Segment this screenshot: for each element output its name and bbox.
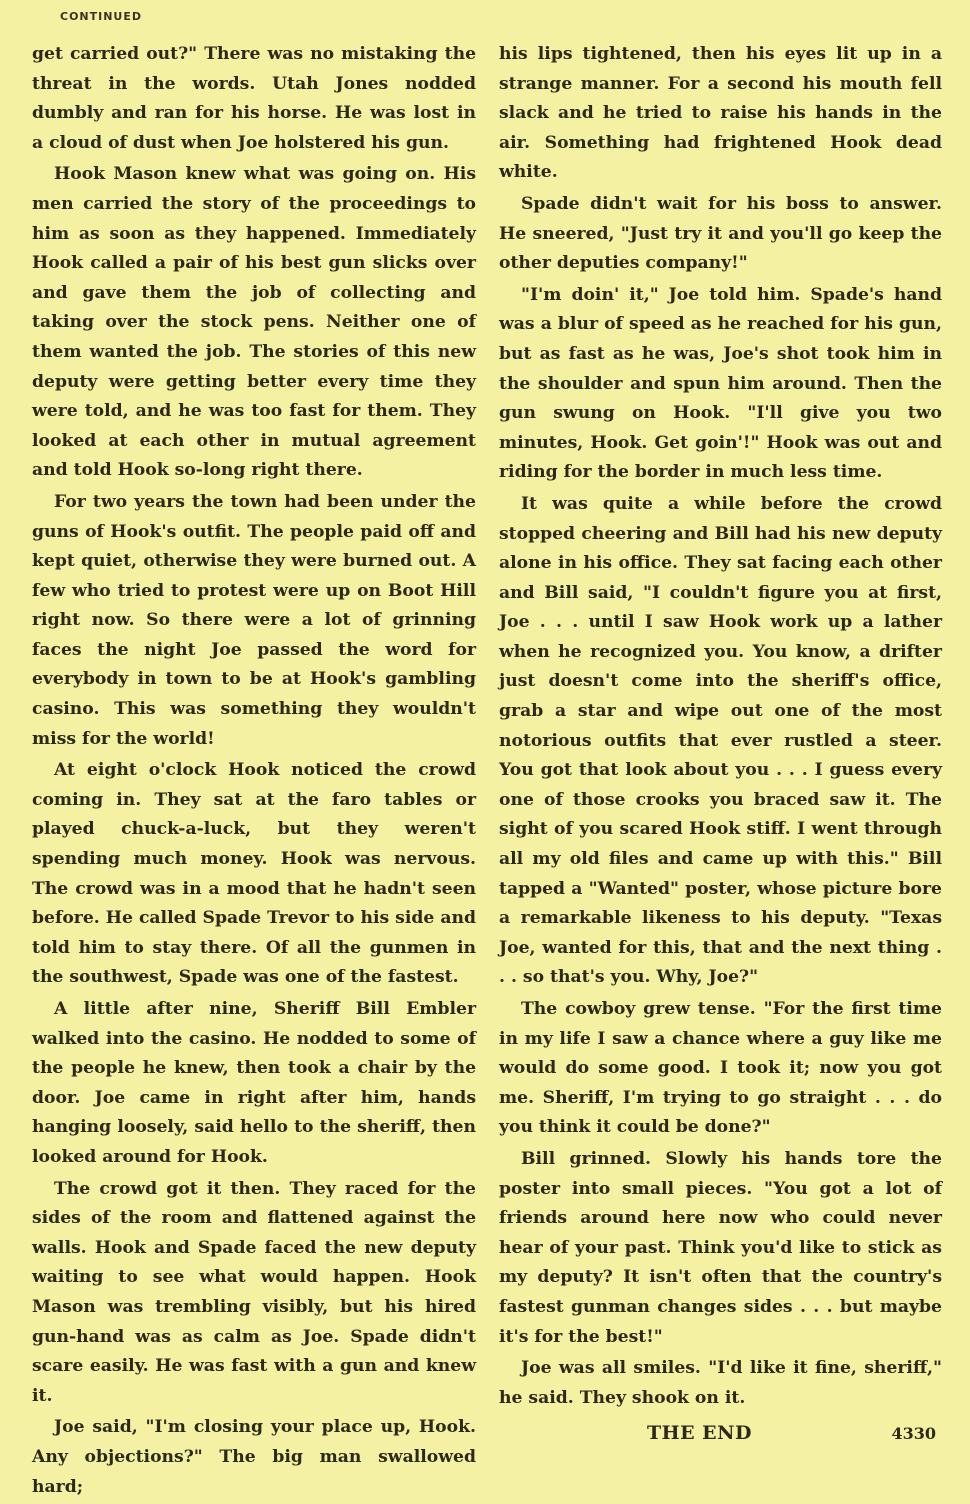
paragraph: For two years the town had been under the guns of Hook's outfit. The people paid off and kept quiet, otherwise they were burned out. A few who tried to protest were up on Boot Hill right now. So there were a lot of grinning faces the night Joe passed the word for everybody in town to be at Hook's gambling casino. This was something they wouldn't miss for the world! bbox=[32, 491, 476, 749]
paragraph: Joe said, "I'm closing your place up, Hook. Any objections?" The big man swallowed hard; bbox=[32, 1417, 476, 1497]
paragraph: At eight o'clock Hook noticed the crowd coming in. They sat at the faro tables or played chuck-a-luck, but they weren't spending much money. Hook was nervous. The crowd was in a mood that he hadn't seen before. He called Spade Trevor to his side and told him to stay there. Of all the gunmen in the southwest, Spade was one of the fastest. bbox=[32, 760, 476, 988]
paragraph: get carried out?" There was no mistaking the threat in the words. Utah Jones nodded dumbly and ran for his horse. He was lost in a cloud of dust when Joe holstered his gun. bbox=[32, 44, 476, 153]
paragraph: Spade didn't wait for his boss to answer. He sneered, "Just try it and you'll go keep the other deputies company!" bbox=[499, 193, 942, 274]
paragraph: It was quite a while before the crowd stopped cheering and Bill had his new deputy alone in his office. They sat facing each other and Bill said, "I couldn't figure you at first, Joe . . . until I saw Hook work up a lather when he recognized you. You know, a drifter just doesn't come into the sheriff's office, grab a star and wipe out one of the most notorious outfits that ever rustled a steer. You got that look about you . . . I guess every one of those crooks you braced saw it. The sight of you scared Hook stiff. I went through all my old files and came up with this." Bill tapped a "Wanted" poster, whose picture bore a remarkable likeness to his deputy. "Texas Joe, wanted for this, that and the next thing . . . so that's you. Why, Joe?" bbox=[499, 493, 942, 988]
left-column bbox=[32, 40, 476, 1504]
continued-label: CONTINUED bbox=[60, 10, 143, 23]
paragraph: The cowboy grew tense. "For the first time in my life I saw a chance where a guy like me would do some good. I took it; now you got me. Sheriff, I'm trying to go straight . . . do you think it could be done?" bbox=[499, 999, 942, 1138]
paragraph: "I'm doin' it," Joe told him. Spade's hand was a blur of speed as he reached for his gun, but as fast as he was, Joe's shot took him in the shoulder and spun him around. Then the gun swung on Hook. "I'll give you two minutes, Hook. Get goin'!" Hook was out and riding for the border in much less time. bbox=[499, 284, 942, 483]
paragraph: The crowd got it then. They raced for the sides of the room and flattened against the walls. Hook and Spade faced the new deputy waiting to see what would happen. Hook Mason was trembling visibly, but his hired gun-hand was as calm as Joe. Spade didn't scare easily. He was fast with a gun and knew it. bbox=[32, 1178, 476, 1406]
paragraph: his lips tightened, then his eyes lit up in a strange manner. For a second his mouth fell slack and he tried to raise his hands in the air. Something had frightened Hook dead white. bbox=[499, 44, 942, 183]
right-column bbox=[499, 40, 942, 1449]
end-row bbox=[499, 1419, 942, 1449]
paragraph: Joe was all smiles. "I'd like it fine, sheriff," he said. They shook on it. bbox=[499, 1358, 942, 1408]
paragraph: Hook Mason knew what was going on. His men carried the story of the proceedings to him as soon as they happened. Immediately Hook called a pair of his best gun slicks over and gave them the job of collecting and taking over the stock pens. Neither one of them wanted the job. The stories of this new deputy were getting better every time they were told, and he was too fast for them. They looked at each other in mutual agreement and told Hook so-long right there. bbox=[32, 164, 476, 481]
page-code: 4330 bbox=[891, 1424, 936, 1444]
paragraph: Bill grinned. Slowly his hands tore the poster into small pieces. "You got a lot of friends around here now who could never hear of your past. Think you'd like to stick as my deputy? It isn't often that the country's fastest gunman changes sides . . . but maybe it's for the best!" bbox=[499, 1148, 942, 1347]
paragraph: A little after nine, Sheriff Bill Embler walked into the casino. He nodded to some of the people he knew, then took a chair by the door. Joe came in right after him, hands hanging loosely, said hello to the sheriff, then looked around for Hook. bbox=[32, 999, 476, 1167]
the-end-label: THE END bbox=[647, 1422, 753, 1445]
